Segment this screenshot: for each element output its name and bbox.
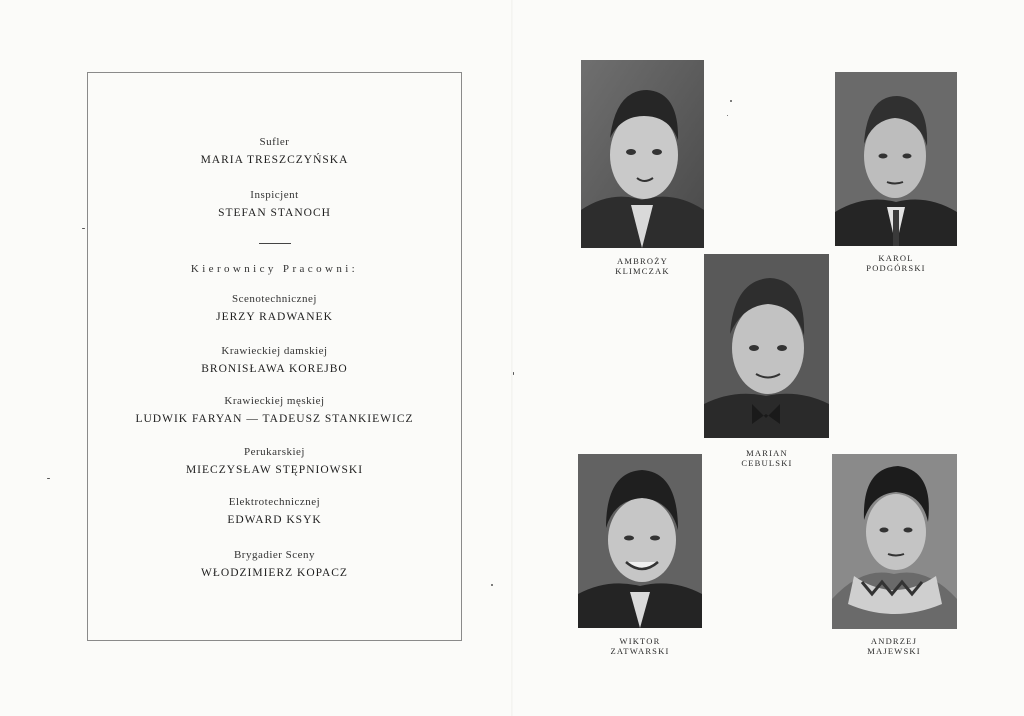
crew-entry-scenic: [88, 293, 461, 323]
crew-name: WŁODZIMIERZ KOPACZ: [201, 567, 348, 579]
crew-role: Perukarskiej: [244, 446, 305, 458]
portrait-photo: [835, 72, 957, 246]
scan-speck: [491, 584, 493, 586]
crew-name: STEFAN STANOCH: [218, 207, 331, 219]
caption-last-name: PODGÓRSKI: [866, 263, 926, 273]
crew-entry-stage-manager: [88, 189, 461, 219]
page-gutter: [511, 0, 513, 716]
scan-speck: [730, 100, 732, 102]
caption-first-name: ANDRZEJ: [870, 636, 918, 646]
caption-first-name: KAROL: [878, 253, 914, 263]
portrait-photo: [578, 454, 702, 628]
crew-entry-electrical: [88, 496, 461, 526]
portrait-photo: [704, 254, 829, 438]
crew-name: EDWARD KSYK: [227, 514, 322, 526]
scan-speck: [727, 115, 728, 116]
crew-list-box: [87, 72, 462, 641]
caption-first-name: MARIAN: [746, 448, 788, 458]
crew-name: BRONISŁAWA KOREJBO: [201, 363, 348, 375]
crew-entry-stage-crew: [88, 549, 461, 579]
portrait-caption: [854, 253, 938, 273]
crew-entry-mens-tailoring: [88, 395, 461, 425]
crew-role: Elektrotechnicznej: [228, 496, 321, 508]
caption-last-name: ZATWARSKI: [610, 646, 670, 656]
portrait-caption: [852, 636, 936, 656]
crew-role: Scenotechnicznej: [232, 293, 317, 305]
portrait-caption: [601, 256, 684, 276]
crew-entry-wigs: [88, 446, 461, 476]
caption-last-name: MAJEWSKI: [867, 646, 921, 656]
scan-speck: [513, 372, 514, 375]
crew-role: Brygadier Sceny: [233, 549, 316, 561]
crew-role: Sufler: [259, 136, 290, 148]
scan-speck: [47, 478, 50, 479]
caption-first-name: AMBROŻY: [617, 256, 668, 266]
crew-name: JERZY RADWANEK: [216, 311, 333, 323]
crew-role: Krawieckiej damskiej: [221, 345, 328, 357]
crew-name: LUDWIK FARYAN — TADEUSZ STANKIEWICZ: [135, 413, 414, 425]
crew-name: MARIA TRESZCZYŃSKA: [200, 154, 349, 166]
crew-entry-prompter: [88, 136, 461, 166]
workshop-heading: Kierownicy Pracowni:: [190, 263, 359, 275]
crew-entry-womens-tailoring: [88, 345, 461, 375]
portrait-caption: [598, 636, 682, 656]
portrait-caption: [725, 448, 809, 468]
caption-last-name: CEBULSKI: [741, 458, 793, 468]
crew-role: Krawieckiej męskiej: [224, 395, 325, 407]
crew-role: Inspicjent: [250, 189, 299, 201]
portrait-photo: [581, 60, 704, 248]
scan-speck: [82, 228, 85, 229]
caption-last-name: KLIMCZAK: [615, 266, 670, 276]
caption-first-name: WIKTOR: [619, 636, 661, 646]
section-divider: [259, 243, 291, 244]
crew-name: MIECZYSŁAW STĘPNIOWSKI: [185, 464, 364, 476]
portrait-photo: [832, 454, 957, 629]
